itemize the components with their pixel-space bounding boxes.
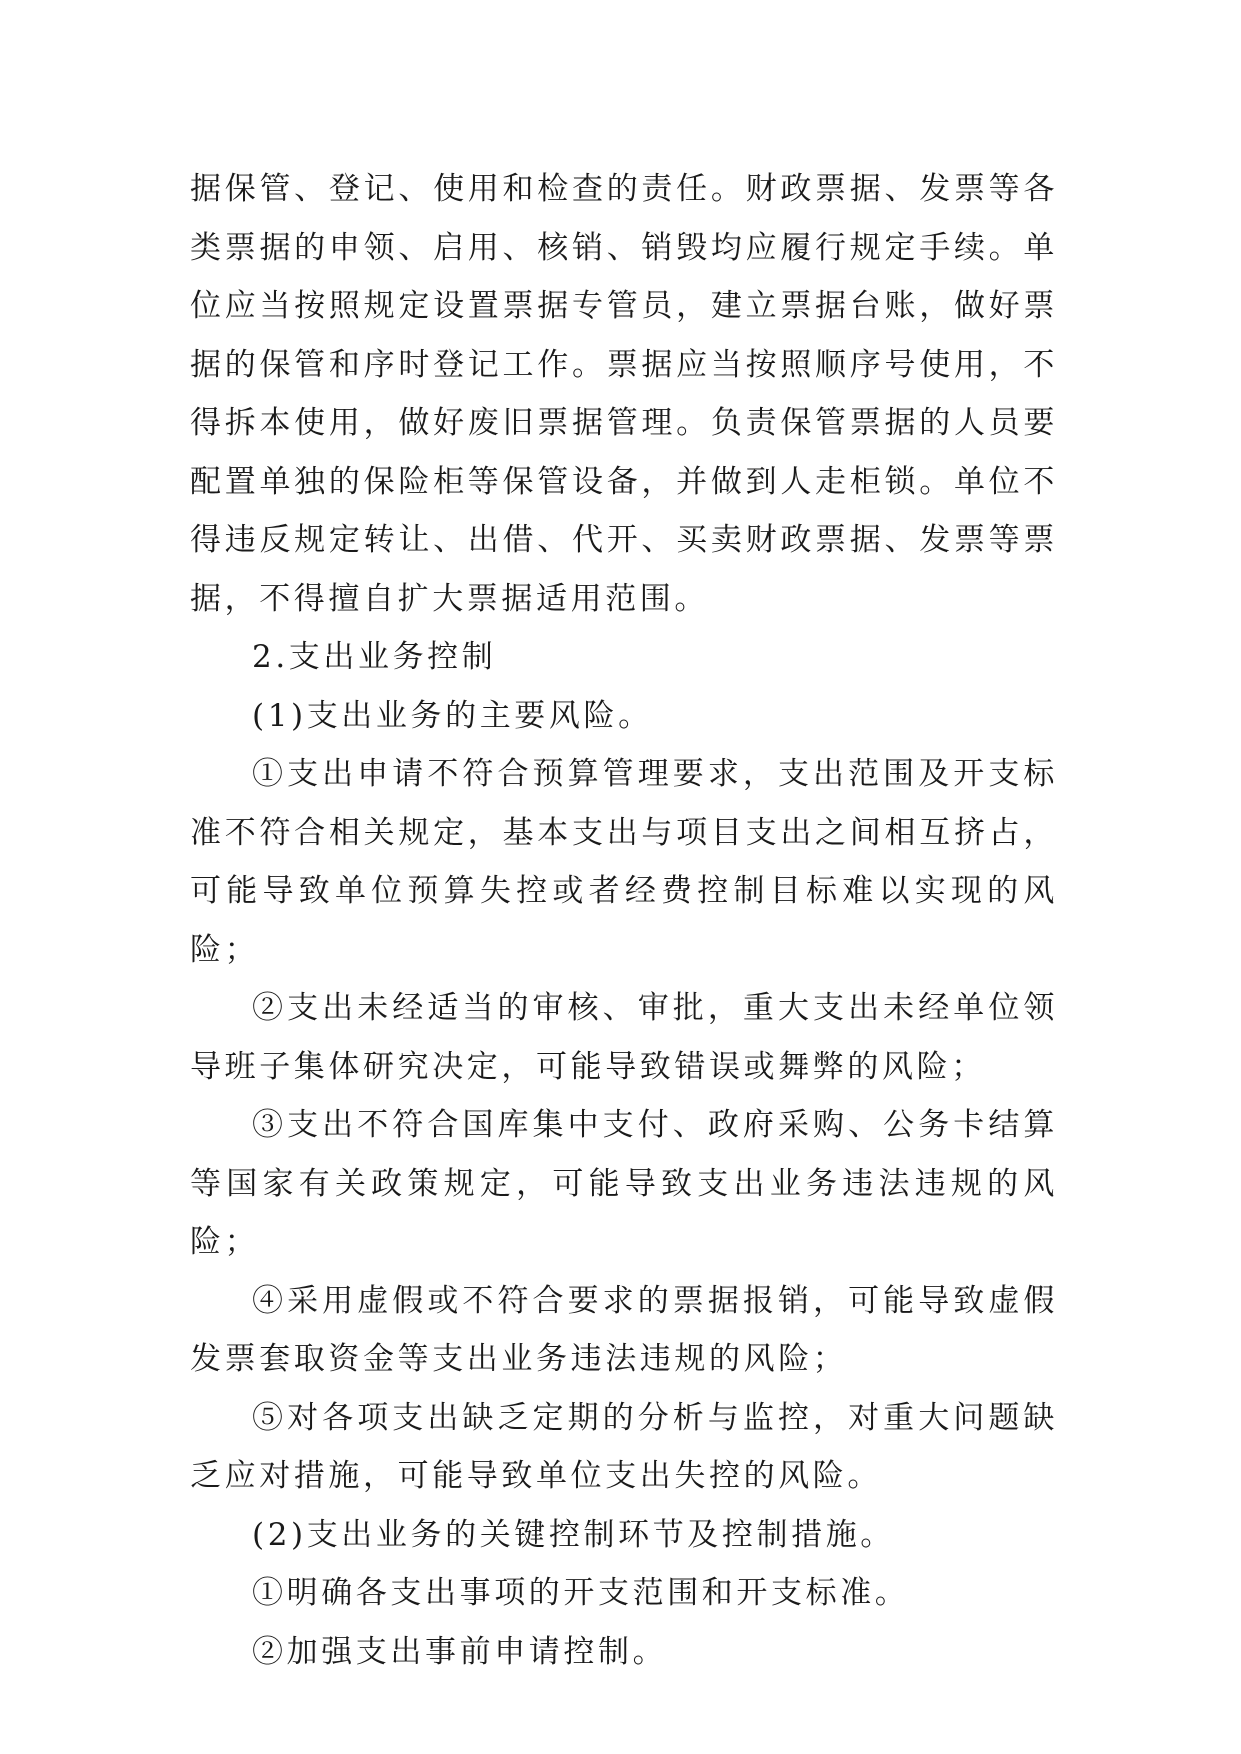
risk-item-5: ⑤对各项支出缺乏定期的分析与监控，对重大问题缺乏应对措施，可能导致单位支出失控的风险。 xyxy=(190,1399,1058,1494)
control-item-1: ①明确各支出事项的开支范围和开支标准。 xyxy=(252,1575,910,1611)
risk-item-1: ①支出申请不符合预算管理要求，支出范围及开支标准不符合相关规定，基本支出与项目支出之间相互挤占，可能导致单位预算失控或者经费控制目标难以实现的风险； xyxy=(190,756,1058,968)
subheading-main-risks: (1)支出业务的主要风险。 xyxy=(252,697,653,734)
paragraph-bill-management: 据保管、登记、使用和检查的责任。财政票据、发票等各类票据的申领、启用、核销、销毁均应履行规定手续。单位应当按照规定设置票据专管员，建立票据台账，做好票据的保管和序时登记工作。票据应当按照顺序号使用，不得拆本使用，做好废旧票据管理。负责保管票据的人员要配置单独的保险柜等保管设备，并做到人走柜锁。单位不得违反规定转让、出借、代开、买卖财政票据、发票等票据，不得擅自扩大票据适用范围。 xyxy=(190,171,1058,617)
risk-item-4: ④采用虚假或不符合要求的票据报销，可能导致虚假发票套取资金等支出业务违法违规的风险； xyxy=(190,1282,1058,1377)
risk-item-2: ②支出未经适当的审核、审批，重大支出未经单位领导班子集体研究决定，可能导致错误或舞弊的风险； xyxy=(190,990,1058,1085)
section-heading-expenditure-control: 2.支出业务控制 xyxy=(252,639,497,675)
control-item-2: ②加强支出事前申请控制。 xyxy=(252,1633,668,1670)
subheading-key-controls: (2)支出业务的关键控制环节及控制措施。 xyxy=(252,1516,895,1553)
document-body xyxy=(190,160,1058,1681)
risk-item-3: ③支出不符合国库集中支付、政府采购、公务卡结算等国家有关政策规定，可能导致支出业务违法违规的风险； xyxy=(190,1107,1058,1260)
